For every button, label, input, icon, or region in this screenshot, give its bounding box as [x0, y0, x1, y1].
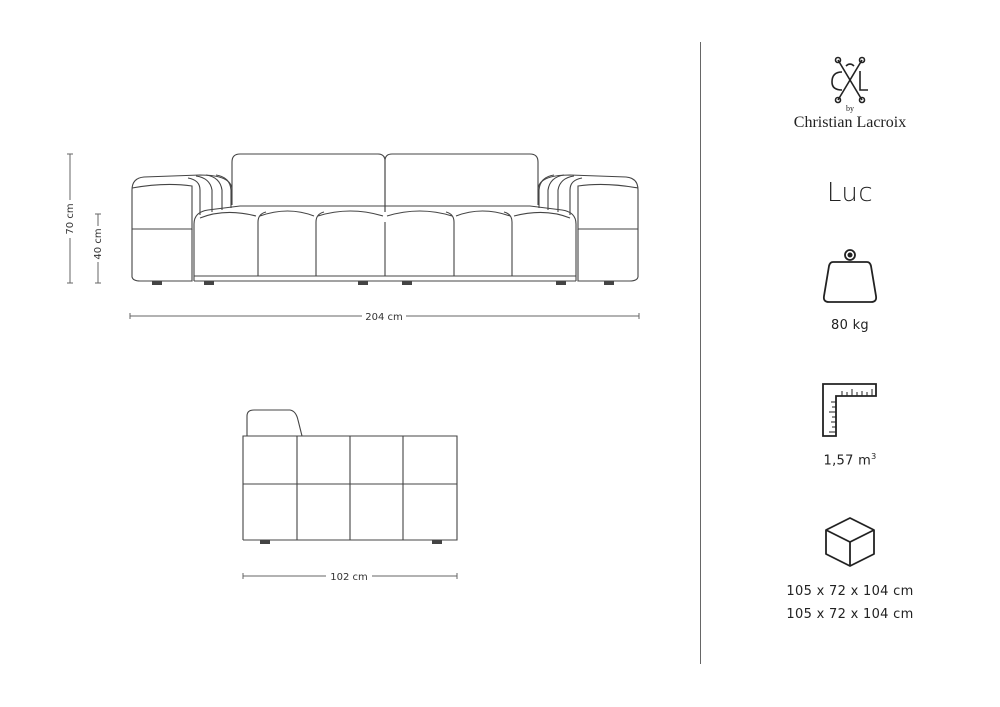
brand-name: Christian Lacroix [793, 114, 907, 131]
seat-height-label: 40 cm [93, 228, 104, 260]
backrest-right [385, 154, 538, 212]
weight-value: 80 kg [831, 318, 869, 333]
brand-by: by [846, 104, 854, 113]
product-name: Luc [826, 178, 874, 208]
armrest-right [538, 175, 638, 277]
depth-side-label: 102 cm [330, 572, 368, 583]
sofa-front-view [132, 154, 638, 285]
box-icon [822, 514, 878, 570]
package-dimensions-1: 105 x 72 x 104 cm [786, 584, 914, 599]
armrest-left [132, 175, 232, 277]
package-dimensions-2: 105 x 72 x 104 cm [786, 607, 914, 622]
backrest-left [232, 154, 385, 212]
side-backrest [247, 410, 302, 436]
width-front-label: 204 cm [365, 312, 403, 323]
monogram-logo-icon [826, 56, 874, 104]
height-total-label: 70 cm [65, 203, 76, 235]
volume-value: 1,57 $m^3$ [823, 452, 877, 469]
weight-icon [822, 246, 878, 306]
sofa-side-view [243, 410, 457, 544]
ruler-square-icon [820, 382, 880, 442]
vertical-divider [700, 42, 701, 664]
